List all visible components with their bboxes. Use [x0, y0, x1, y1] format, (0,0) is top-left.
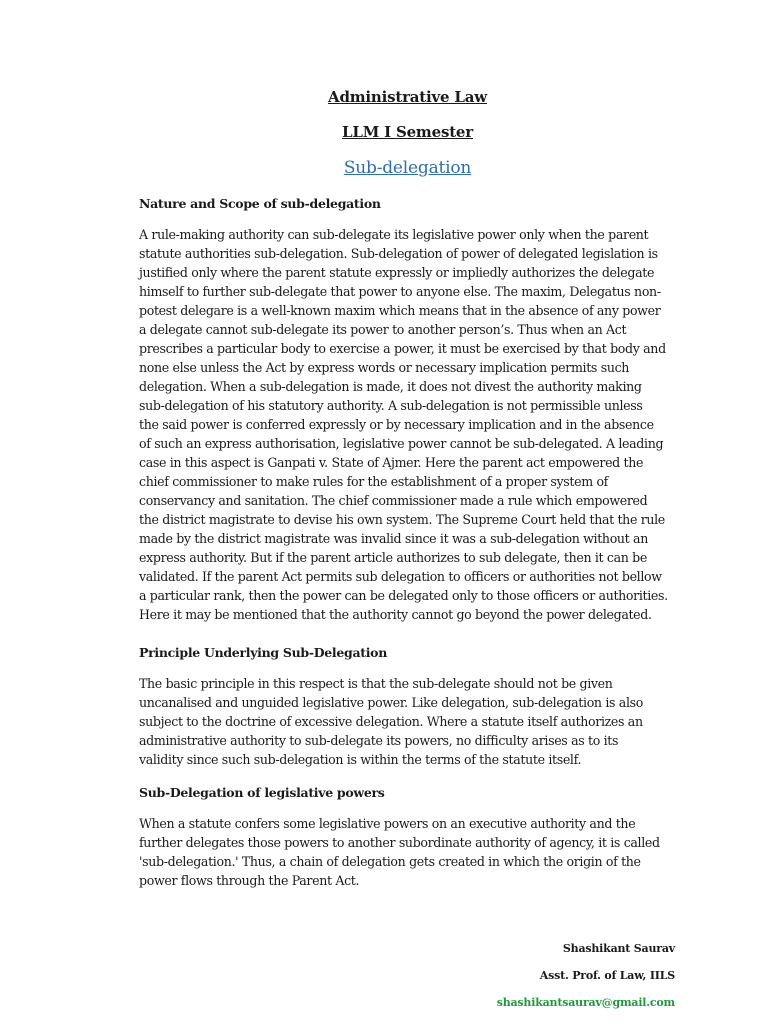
paragraph-line: further delegates those powers to another subordinate authority of agency, it is called	[139, 835, 660, 850]
paragraph-line: administrative authority to sub-delegate its powers, no difficulty arises as to its	[139, 733, 619, 748]
paragraph-line: When a statute confers some legislative powers on an executive authority and the	[139, 816, 636, 831]
paragraph-line: The basic principle in this respect is that the sub-delegate should not be given	[139, 676, 613, 691]
paragraph-line: himself to further sub-delegate that power to anyone else. The maxim, Delegatus non-	[139, 284, 661, 299]
paragraph-line: a particular rank, then the power can be delegated only to those officers or authorities.	[139, 588, 668, 603]
semester-title: LLM I Semester	[342, 123, 473, 141]
section-body-principle	[139, 674, 679, 769]
paragraph-line: validated. If the parent Act permits sub delegation to officers or authorities not bellow	[139, 569, 662, 584]
paragraph-line: chief commissioner to make rules for the establishment of a proper system of	[139, 474, 608, 489]
paragraph-line: a delegate cannot sub-delegate its power to another person’s. Thus when an Act	[139, 322, 627, 337]
author-position: Asst. Prof. of Law, IILS	[539, 969, 675, 982]
paragraph-line: made by the district magistrate was invalid since it was a sub-delegation without an	[139, 531, 648, 546]
paragraph-line: express authority. But if the parent article authorizes to sub delegate, then it can be	[139, 550, 647, 565]
author-email[interactable]: shashikantsaurav@gmail.com	[496, 996, 675, 1009]
paragraph-line: A rule-making authority can sub-delegate its legislative power only when the parent	[139, 227, 649, 242]
paragraph-line: subject to the doctrine of excessive delegation. Where a statute itself authorizes an	[139, 714, 643, 729]
topic-title: Sub-delegation	[343, 158, 472, 178]
paragraph-line: prescribes a particular body to exercise a power, it must be exercised by that body and	[139, 341, 666, 356]
paragraph-line: sub-delegation of his statutory authority. A sub-delegation is not permissible unless	[139, 398, 643, 413]
author-name: Shashikant Saurav	[562, 942, 675, 955]
paragraph-line: 'sub-delegation.' Thus, a chain of delegation gets created in which the origin of the	[139, 854, 641, 869]
paragraph-line: potest delegare is a well-known maxim which means that in the absence of any power	[139, 303, 661, 318]
paragraph-line: justified only where the parent statute expressly or impliedly authorizes the delegate	[139, 265, 655, 280]
paragraph-line: validity since such sub-delegation is within the terms of the statute itself.	[139, 752, 582, 767]
section-body-nature-scope	[139, 225, 679, 624]
section-body-legislative-powers	[139, 814, 679, 890]
document-title: Administrative Law	[328, 88, 487, 106]
paragraph-line: power flows through the Parent Act.	[139, 873, 360, 888]
paragraph-line: of such an express authorisation, legislative power cannot be sub-delegated. A leading	[139, 436, 664, 451]
paragraph-line: conservancy and sanitation. The chief commissioner made a rule which empowered	[139, 493, 648, 508]
paragraph-line: none else unless the Act by express words or necessary implication permits such	[139, 360, 630, 375]
paragraph-line: the said power is conferred expressly or by necessary implication and in the absence	[139, 417, 654, 432]
paragraph-line: delegation. When a sub-delegation is made, it does not divest the authority making	[139, 379, 642, 394]
section-heading-legislative-powers: Sub-Delegation of legislative powers	[139, 785, 385, 800]
section-heading-nature-scope: Nature and Scope of sub-delegation	[139, 196, 381, 211]
paragraph-line: case in this aspect is Ganpati v. State of Ajmer. Here the parent act empowered the	[139, 455, 644, 470]
paragraph-line: the district magistrate to devise his own system. The Supreme Court held that the rule	[139, 512, 665, 527]
section-heading-principle: Principle Underlying Sub-Delegation	[139, 645, 388, 660]
paragraph-line: uncanalised and unguided legislative power. Like delegation, sub-delegation is also	[139, 695, 643, 710]
paragraph-line: statute authorities sub-delegation. Sub-delegation of power of delegated legislation is	[139, 246, 658, 261]
paragraph-line: Here it may be mentioned that the authority cannot go beyond the power delegated.	[139, 607, 652, 622]
